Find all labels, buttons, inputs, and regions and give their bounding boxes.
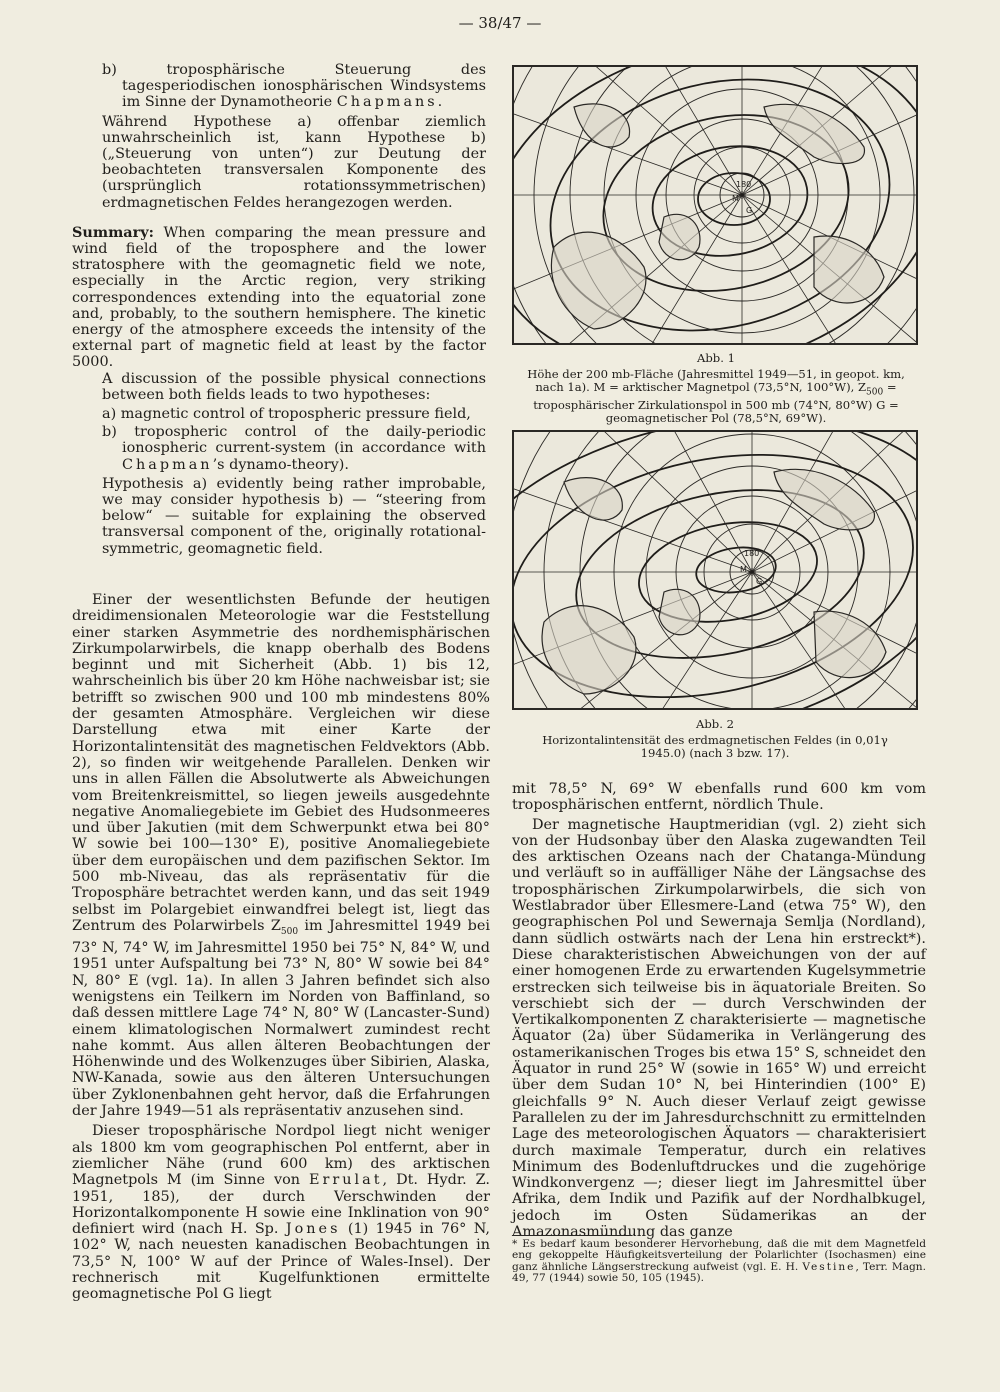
hypothesis-b-english: b) tropospheric control of the daily-periodic ionospheric current-system (in accordance with Chapman’s dynamo-theory).	[102, 424, 486, 473]
figure-1-map	[512, 65, 918, 345]
body-paragraph-2: Dieser troposphärische Nordpol liegt nicht weniger als 1800 km vom geographischen Pol entfernt, aber in ziemlicher Nähe (rund 600 km) des arktischen Magnetpols M (im Sinne von Errulat, Dt. Hydr. Z. 1951, 185), der durch Verschwinden der Horizontalkomponente H sowie eine Inklination von 90° definiert wird (nach H. Sp. Jones (1) 1945 in 76° N, 102° W, nach neuesten kanadischen Beobachtungen in 73,5° N, 100° W auf der Prince of Wales-Insel). Der rechnerisch mit Kugelfunktionen ermittelte geomagnetische Pol G liegt	[72, 1123, 491, 1303]
map-label-g: G	[756, 577, 763, 586]
body-right-column	[512, 781, 926, 1240]
map-label-180: 180	[736, 180, 752, 189]
footnote: * Es bedarf kaum besonderer Hervorhebung, daß die mit dem Magnetfeld eng gekoppelte Häufigkeitsverteilung der Polarlichter (Isochasmen) eine ganz ähnliche Längserstreckung aufweist (vgl. E. H. Vestine, Terr. Magn. 49, 77 (1944) sowie 50, 105 (1945).	[512, 1235, 926, 1285]
summary-text: When comparing the mean pressure and wind field of the troposphere and the lower stratosphere with the geomagnetic field we note, especially in the Arctic region, very striking correspondences extending into the equatorial zone and, probably, to the southern hemisphere. The kinetic energy of the atmosphere exceeds the intensity of the external part of magnetic field at least by the factor 5000.	[72, 224, 486, 371]
polar-map-1	[514, 67, 916, 343]
pole-markers	[740, 549, 762, 586]
polar-map-2	[514, 432, 916, 708]
map-label-g: G	[746, 206, 753, 215]
page-number: — 38/47 —	[458, 14, 542, 32]
figure-2-caption: Abb. 2 Horizontalintensität des erdmagnetischen Feldes (in 0,01γ 1945.0) (nach 3 bzw. 17).	[540, 718, 890, 760]
map-label-m: M	[740, 565, 747, 574]
figure-1-label: Abb. 1	[697, 351, 735, 365]
german-conclusion: Während Hypothese a) offenbar ziemlich unwahrscheinlich ist, kann Hypothese b) („Steuerung von unten“) zur Deutung der beobachteten transversalen Komponente des (ursprünglich rotationssymmetrischen) erdmagnetischen Feldes herangezogen werden.	[102, 113, 486, 211]
map-label-m: M	[732, 194, 739, 203]
figure-1-caption: Abb. 1 Höhe der 200 mb-Fläche (Jahresmittel 1949—51, in geopot. km, nach 1a). M = arktischer Magnetpol (73,5°N, 100°W), $Z_{500}$ = troposphärischer Zirkulationspol in 500 mb (74°N, 80°W) G = geomagnetischer Pol (78,5°N, 69°W).	[512, 352, 920, 425]
hypothesis-b-german: b) troposphärische Steuerung des tagesperiodischen ionosphärischen Windsystems im Sinne der Dynamotheorie Chapmans.	[102, 62, 486, 111]
summary-paragraph	[72, 225, 486, 371]
body-left-column	[72, 592, 490, 1303]
map-label-180: 180	[744, 549, 760, 558]
footnote-rule	[512, 1235, 632, 1236]
body-paragraph-1: Einer der wesentlichsten Befunde der heutigen dreidimensionalen Meteorologie war die Feststellung einer starken Asymmetrie des nordhemisphärischen Zirkumpolarwirbels, die knapp oberhalb des Bodens beginnt und mit Sicherheit (Abb. 1) bis 12, wahrscheinlich bis über 20 km Höhe nachweisbar ist; sie betrifft so zwischen 900 und 100 mb mindestens 80% der gesamten Atmosphäre. Vergleichen wir diese Darstellung etwa mit einer Karte der Horizontalintensität des magnetischen Feldvektors (Abb. 2), so finden wir weitgehende Parallelen. Denken wir uns in allen Fällen die Absolutwerte als Abweichungen vom Breitenkreismittel, so liegen jeweils ausgedehnte negative Anomaliegebiete im Gebiet des Hudsonmeeres und über Jakutien (mit dem Schwerpunkt etwa bei 80° W sowie bei 100—130° E), positive Anomaliegebiete über dem europäischen und dem pazifischen Sektor. Im 500 mb-Niveau, das als repräsentativ für die Troposphäre betrachtet werden kann, und das seit 1949 selbst im Polargebiet einwandfrei belegt ist, liegt das Zentrum des Polarwirbels $Z_{500}$ im Jahresmittel 1949 bei 73° N, 74° W, im Jahresmittel 1950 bei 75° N, 84° W, und 1951 unter Aufspaltung bei 73° N, 80° W sowie bei 84° N, 80° E (vgl. 1a). In allen 3 Jahren befindet sich also wenigstens ein Teilkern im Norden von Baffinland, so daß dessen mittlere Lage 74° N, 80° W (Lancaster-Sund) einem klimatologischen Normalwert zumindest recht nahe kommt. Aus allen älteren Beobachtungen der Höhenwinde und des Wolkenzuges über Sibirien, Alaska, NW-Kanada, sowie aus den älteren Untersuchungen über Zyklonenbahnen geht hervor, daß die Erfahrungen der Jahre 1949—51 als repräsentativ anzusehen sind.	[72, 592, 491, 1120]
abstract-block	[72, 62, 486, 557]
figure-2-map	[512, 430, 918, 710]
body-right-paragraph-2: Der magnetische Hauptmeridian (vgl. 2) zieht sich von der Hudsonbay über den Alaska zugewandten Teil des arktischen Ozeans nach der Chatanga-Mündung und verläuft so in auffälliger Nähe der Längsachse des troposphärischen Zirkumpolarwirbels, die sich von Westlabrador über Ellesmere-Land (etwa 75° W), den geographischen Pol und Sewernaja Semlja (Nordland), dann südlich ostwärts nach der Lena hin erstreckt*). Diese charakteristischen Abweichungen von der auf einer homogenen Erde zu erwartenden Kugelsymmetrie erstrecken sich teilweise bis in äquatoriale Breiten. So verschiebt sich der — durch Verschwinden der Vertikalkomponenten Z charakterisierte — magnetische Äquator (2a) über Südamerika in Verlängerung des ostamerikanischen Troges bis etwa 15° S, schneidet den Äquator in rund 25° W (sowie in 165° W) und erreicht über dem Sudan 10° N, bei Hinterindien (100° E) gleichfalls 9° N. Auch dieser Verlauf zeigt gewisse Parallelen zu der im Jahresdurchschnitt zu ermittelnden Lage des meteorologischen Äquators — charakterisiert durch maximale Temperatur, durch ein relatives Minimum des Bodenluftdruckes und die zugehörige Windkonvergenz —; dieser liegt im Jahresmittel über Afrika, dem Indik und Pazifik auf der Nordhalbkugel, jedoch im Osten Südamerikas an der Amazonasmündung das ganze	[512, 816, 926, 1241]
body-right-paragraph-1: mit 78,5° N, 69° W ebenfalls rund 600 km vom troposphärischen entfernt, nördlich Thule.	[512, 781, 926, 814]
discussion-text: A discussion of the possible physical connections between both fields leads to two hypotheses:	[102, 370, 486, 403]
figure-2-label: Abb. 2	[696, 717, 734, 731]
summary-label: Summary:	[72, 223, 154, 241]
english-conclusion: Hypothesis a) evidently being rather improbable, we may consider hypothesis b) — “steering from below“ — suitable for explaining the observed transversal component of the, originally rotational-symmetric, geomagnetic field.	[102, 475, 486, 557]
hypothesis-a-english: a) magnetic control of tropospheric pressure field,	[102, 406, 471, 423]
